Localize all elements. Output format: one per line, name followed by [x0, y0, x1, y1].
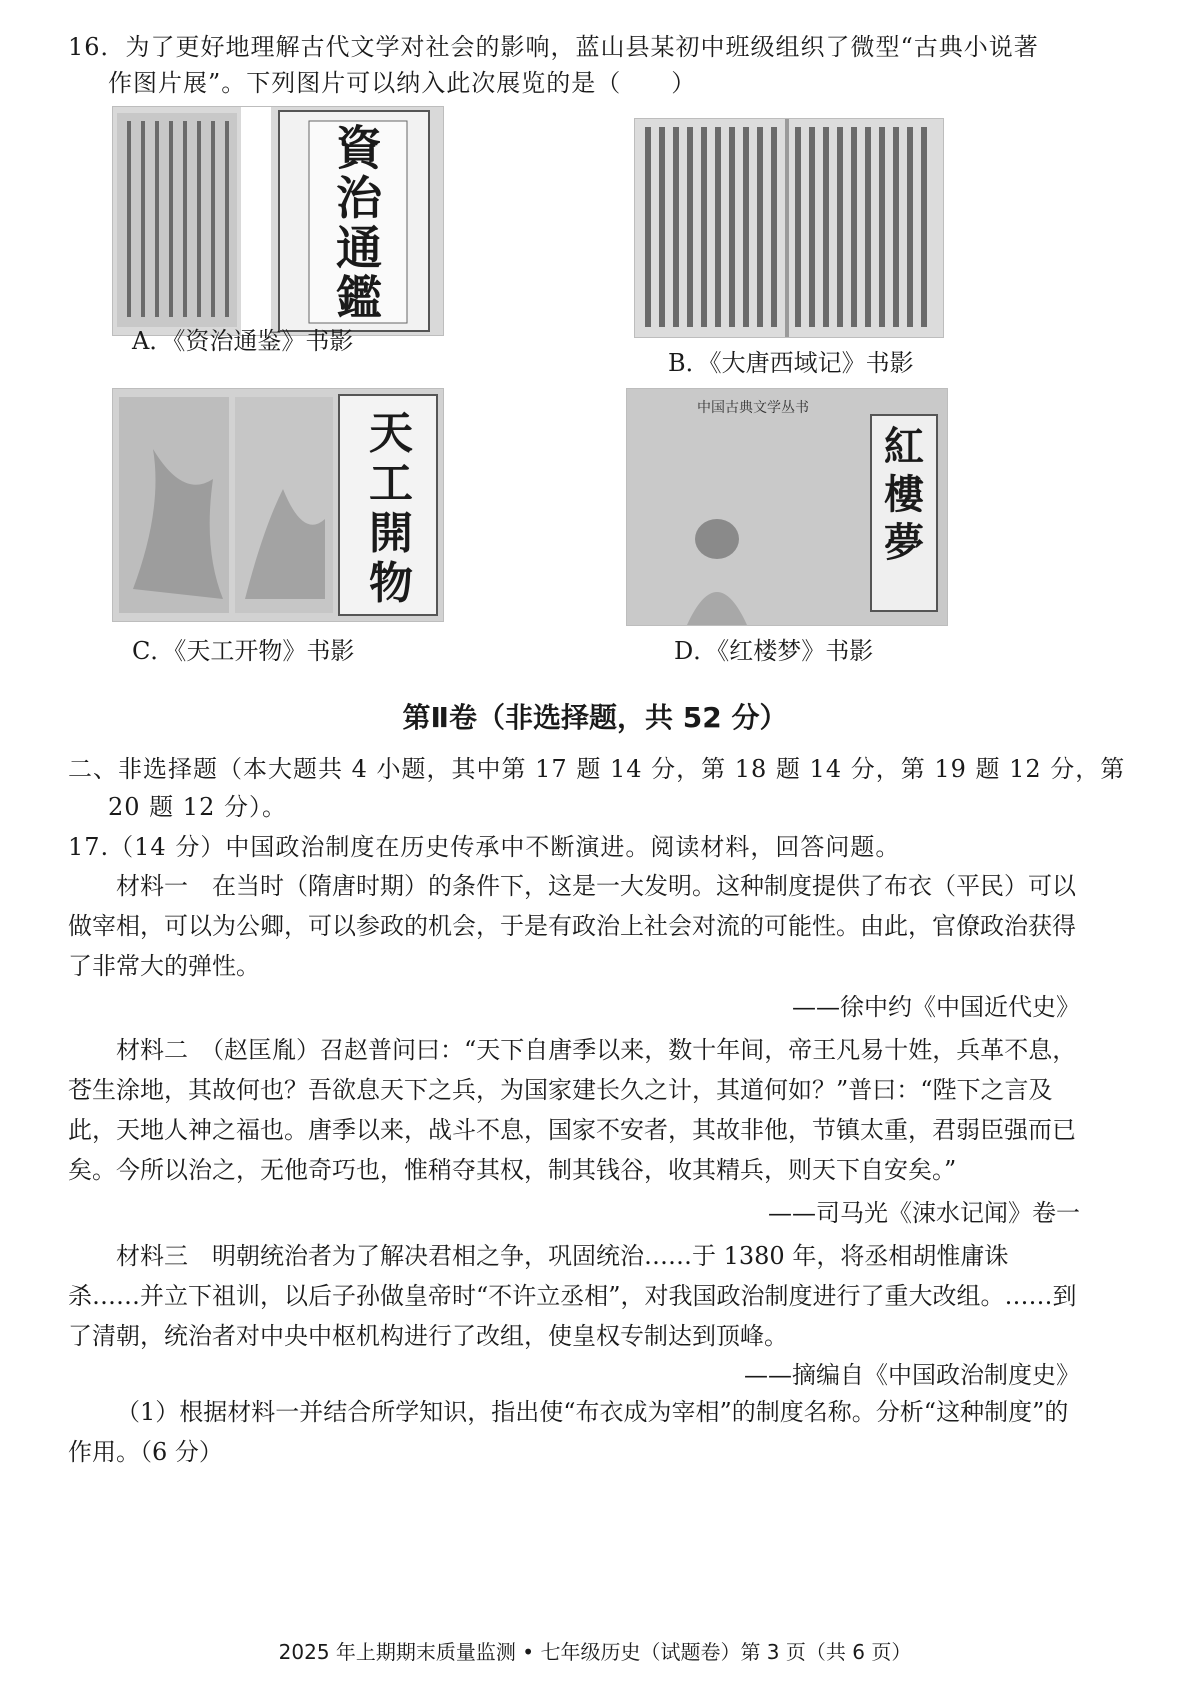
q17-material-2: 材料二 （赵匡胤）召赵普问曰：“天下自唐季以来，数十年间，帝王凡易十姓，兵革不息，苍生涂地，其故何也？吾欲息天下之兵，为国家建长久之计，其道何如？”普曰：“陛下之言及此，天地人神之福也。唐季以来，战斗不息，国家不安者，其故非他，节镇太重，君弱臣强而已矣。今所以治之，无他奇巧也，惟稍夺其权，制其钱谷，收其精兵，则天下自安矣。”	[68, 1036, 1077, 1184]
q17-material-3-source: ——摘编自《中国政治制度史》	[744, 1361, 1080, 1389]
option-c-image	[112, 388, 444, 622]
section-2-title: 第Ⅱ卷（非选择题，共 52 分）	[402, 701, 788, 734]
q17-stem: 17.（14 分）中国政治制度在历史传承中不断演进。阅读材料，回答问题。	[68, 833, 901, 861]
option-d-book-title: 紅樓夢	[884, 423, 924, 566]
option-c-caption: C．《天工开物》书影	[132, 637, 355, 665]
option-a-image	[112, 106, 444, 336]
section-2-intro-line1: 二、非选择题（本大题共 4 小题，其中第 17 题 14 分，第 18 题 14 分，第 19 题 12 分，第	[68, 755, 1126, 783]
page-footer: 2025 年上期期末质量监测 • 七年级历史（试题卷）第 3 页（共 6 页）	[278, 1640, 912, 1664]
section-2-intro-line2: 20 题 12 分）。	[108, 793, 287, 821]
option-a-caption: A．《资治通鉴》书影	[132, 327, 354, 355]
q17-material-2-source: ——司马光《涑水记闻》卷一	[768, 1199, 1080, 1227]
q17-material-1: 材料一 在当时（隋唐时期）的条件下，这是一大发明。这种制度提供了布衣（平民）可以做宰相，可以为公卿，可以参政的机会，于是有政治上社会对流的可能性。由此，官僚政治获得了非常大的弹性。	[68, 872, 1076, 980]
q16-stem-line1: 16．为了更好地理解古代文学对社会的影响，蓝山县某初中班级组织了微型“古典小说著	[68, 33, 1039, 61]
option-a-book-title: 資治通鑑	[336, 121, 382, 325]
option-d-caption: D．《红楼梦》书影	[674, 637, 874, 665]
q17-subquestion-1: （1）根据材料一并结合所学知识，指出使“布衣成为宰相”的制度名称。分析“这种制度”的作用。（6 分）	[68, 1398, 1069, 1466]
q16-stem-line2: 作图片展”。下列图片可以纳入此次展览的是（ ）	[108, 69, 697, 97]
option-c-book-title: 天工開物	[369, 408, 413, 609]
option-b-caption: B．《大唐西域记》书影	[668, 349, 914, 377]
zizhi-tongjian-book-photo	[113, 107, 443, 335]
option-d-series-name: 中国古典文学丛书	[697, 400, 809, 416]
q17-material-3: 材料三 明朝统治者为了解决君相之争，巩固统治……于 1380 年，将丞相胡惟庸诛杀……并立下祖训，以后子孙做皇帝时“不许立丞相”，对我国政治制度进行了重大改组。……到了清朝，统治者对中央中枢机构进行了改组，使皇权专制达到顶峰。	[68, 1242, 1077, 1350]
option-d-image	[626, 388, 948, 626]
q17-material-1-source: ——徐中约《中国近代史》	[792, 993, 1080, 1021]
datang-xiyuji-book-photo	[635, 119, 943, 337]
option-b-image	[634, 118, 944, 338]
